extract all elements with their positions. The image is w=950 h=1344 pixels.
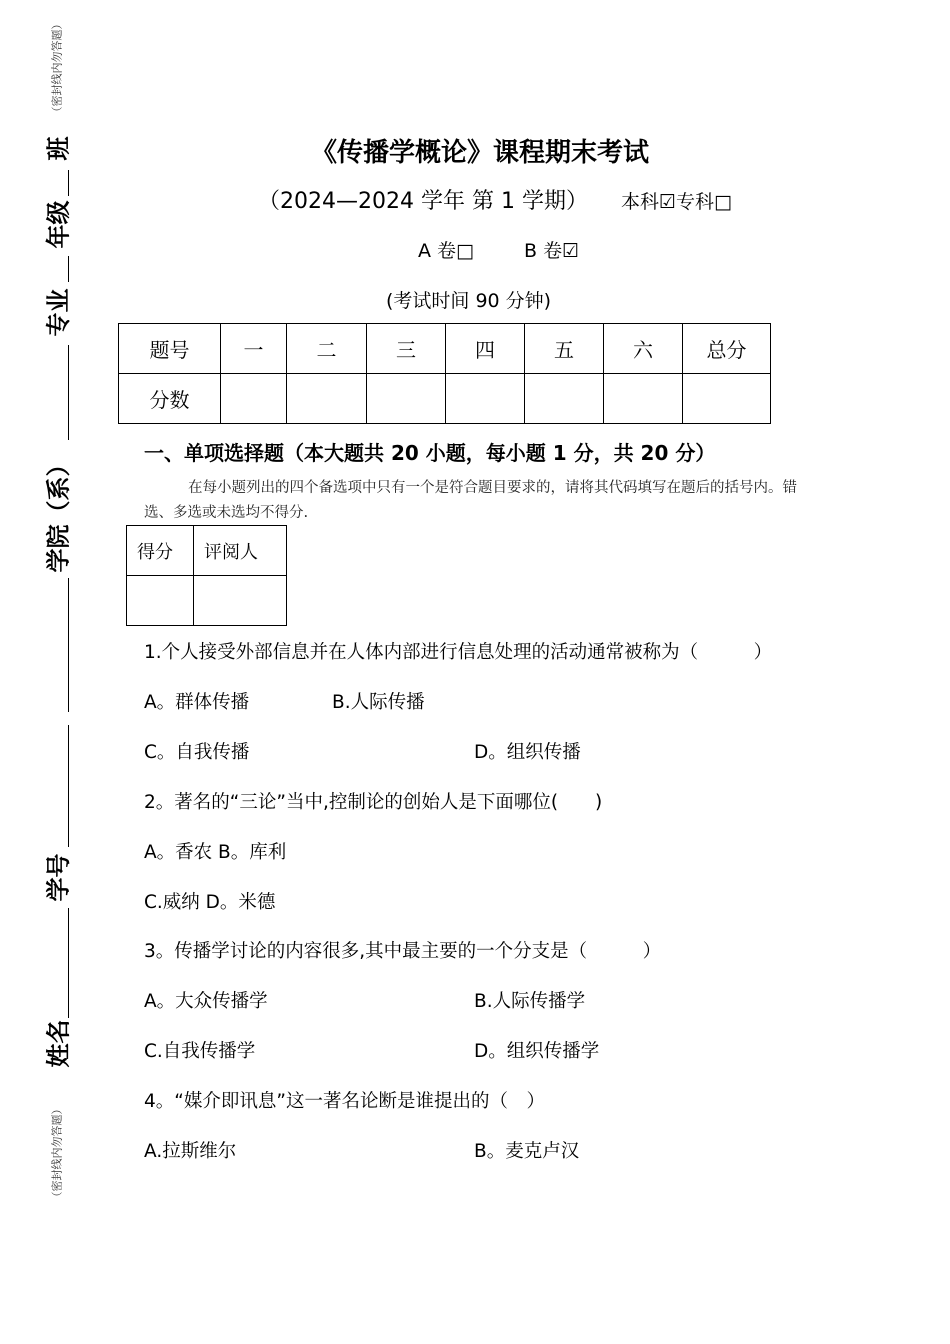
option-a: A。大众传播学: [144, 991, 268, 1012]
exam-duration: (考试时间 90 分钟): [386, 290, 552, 312]
grade-fill-line: [68, 256, 69, 282]
score-header-cell: 一: [221, 324, 287, 374]
score-cell[interactable]: [446, 374, 525, 424]
binding-margin: [34, 0, 78, 1344]
grader-reviewer-label: 评阅人: [194, 526, 287, 576]
grader-reviewer-cell[interactable]: [194, 576, 287, 626]
option-cd: C.威纳 D。米德: [144, 892, 276, 913]
name-label: 姓名: [44, 1019, 73, 1067]
exam-title: 《传播学概论》课程期末考试: [310, 138, 649, 168]
grader-score-cell[interactable]: [127, 576, 194, 626]
score-cell[interactable]: [525, 374, 604, 424]
score-cell[interactable]: [287, 374, 367, 424]
seal-notice-bottom: （密封线内勿答题）: [50, 1103, 63, 1202]
paper-version: [418, 236, 579, 263]
seal-notice-top: （密封线内勿答题）: [50, 18, 63, 117]
paper-a: A 卷□: [418, 240, 474, 262]
exam-term-line: [258, 184, 732, 215]
option-ab: A。香农 B。库利: [144, 842, 287, 863]
score-header-cell: 五: [525, 324, 604, 374]
student-id-label: 学号: [44, 853, 73, 901]
score-header-cell: 二: [287, 324, 367, 374]
option-c: C.自我传播学: [144, 1041, 256, 1062]
college-fill-line: [68, 578, 69, 712]
option-b: B.人际传播学: [474, 991, 586, 1012]
score-table: [118, 323, 771, 424]
class-label: 班: [44, 136, 73, 160]
student-id-fill-line: [68, 725, 69, 847]
option-a: A。群体传播: [144, 692, 250, 713]
score-row-label: 分数: [119, 374, 221, 424]
score-table-value-row: [119, 374, 771, 424]
paper-b: B 卷☑: [524, 240, 580, 262]
score-table-header-row: [119, 324, 771, 374]
section-heading: 一、单项选择题（本大题共 20 小题，每小题 1 分，共 20 分）: [144, 441, 716, 465]
question-stem: 1.个人接受外部信息并在人体内部进行信息处理的活动通常被称为（ ）: [144, 642, 773, 663]
score-cell[interactable]: [367, 374, 446, 424]
option-b: B。麦克卢汉: [474, 1141, 580, 1162]
name-fill-line: [68, 908, 69, 1018]
score-header-cell: 题号: [119, 324, 221, 374]
question-stem: 4。“媒介即讯息”这一著名论断是谁提出的（ ）: [144, 1091, 545, 1112]
score-cell[interactable]: [221, 374, 287, 424]
major-fill-line: [68, 345, 69, 440]
college-label: 学院（系）: [44, 452, 73, 572]
score-header-cell: 三: [367, 324, 446, 374]
score-cell[interactable]: [683, 374, 771, 424]
option-c: C。自我传播: [144, 742, 250, 763]
option-a: A.拉斯维尔: [144, 1141, 237, 1162]
question-stem: 2。著名的“三论”当中,控制论的创始人是下面哪位( ): [144, 792, 603, 813]
score-header-cell: 四: [446, 324, 525, 374]
exam-term: （2024—2024 学年 第 1 学期）: [258, 189, 588, 214]
question-stem: 3。传播学讨论的内容很多,其中最主要的一个分支是（ ）: [144, 941, 662, 962]
score-cell[interactable]: [604, 374, 683, 424]
option-d: D。组织传播学: [474, 1041, 600, 1062]
major-label: 专业: [44, 288, 73, 336]
class-fill-line: [68, 170, 69, 196]
score-header-cell: 六: [604, 324, 683, 374]
grader-score-label: 得分: [127, 526, 194, 576]
option-d: D。组织传播: [474, 742, 581, 763]
score-header-cell: 总分: [683, 324, 771, 374]
grade-label: 年级: [44, 200, 73, 248]
section-instructions: 在每小题列出的四个备选项中只有一个是符合题目要求的，请将其代码填写在题后的括号内。错选、多选或未选均不得分.: [144, 480, 797, 521]
option-b: B.人际传播: [332, 692, 425, 713]
degree-level: 本科☑专科□: [620, 191, 732, 213]
grader-table: [126, 525, 287, 626]
